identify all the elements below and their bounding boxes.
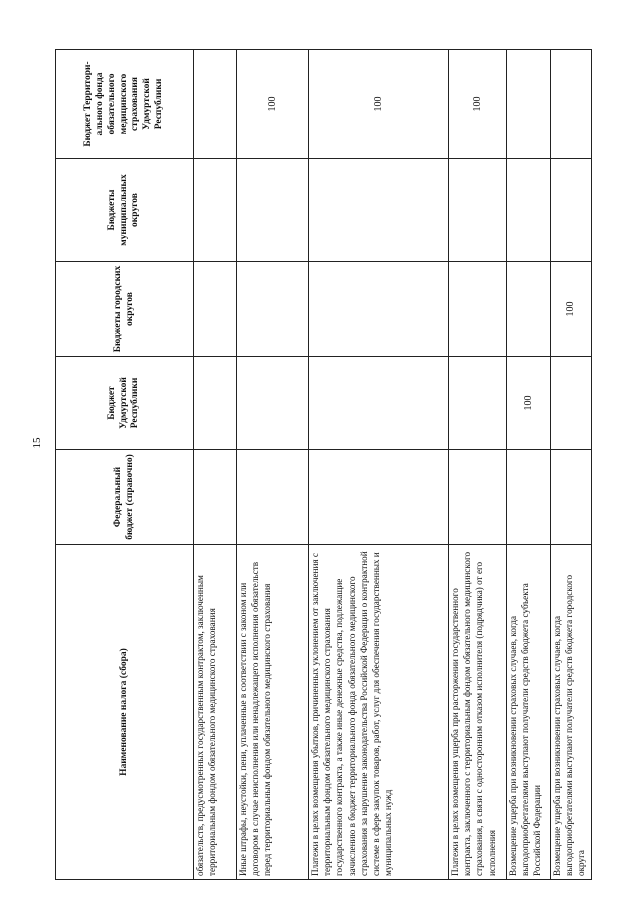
row-tax-name: Возмещение ущерба при возникновении страховых случаев, когда выгодоприобретателями выступают получатели средств бюджета субъекта Российской Федерации [507,545,551,880]
cell-tfoms: 100 [449,50,507,159]
cell-municipal [551,159,592,262]
cell-municipal [309,159,449,262]
cell-udmurt [551,357,592,450]
cell-tfoms [551,50,592,159]
page-number: 15 [31,437,43,449]
header-udmurt-budget: Бюджет Удмуртской Республики [56,357,194,450]
row-tax-name: Платежи в целях возмещения убытков, причиненных уклонением от заключения с территориальным фондом обязательного медицинского страхования государственного контракта, а также иные денежные средства, подлежащие зачислению в бюджет территориального фонда обязательного медицинского страхования за нарушение законодательства Российской Федерации о контрактной системе в сфере закупок товаров, работ, услуг для обеспечения государственных и муниципальных нужд [309,545,449,880]
row-tax-name: Иные штрафы, неустойки, пени, уплаченные в соответствии с законом или договором в случае неисполнения или ненадлежащего исполнения обязательств перед территориальным фондом обязательного медицинского страхования [237,545,309,880]
tax-distribution-table [55,49,592,880]
rotated-table-container [55,50,591,880]
table-header-row [56,50,194,880]
cell-tfoms: 100 [309,50,449,159]
cell-udmurt [194,357,237,450]
cell-municipal [237,159,309,262]
table-row [551,50,592,880]
cell-federal [551,450,592,545]
cell-federal [449,450,507,545]
header-city-budgets: Бюджеты городских округов [56,262,194,357]
cell-city [194,262,237,357]
header-tax-name: Наименование налога (сбора) [56,545,194,880]
table-row [309,50,449,880]
cell-municipal [507,159,551,262]
cell-udmurt [449,357,507,450]
table-row [237,50,309,880]
cell-federal [507,450,551,545]
cell-federal [309,450,449,545]
header-tfoms-budget: Бюджет Территори-ального фонда обязательного медицинского страхования Удмуртской Республики [56,50,194,159]
cell-udmurt [237,357,309,450]
cell-udmurt: 100 [507,357,551,450]
cell-tfoms [194,50,237,159]
header-federal-budget: Федеральный бюджет (справочно) [56,450,194,545]
cell-tfoms [507,50,551,159]
row-tax-name: обязательств, предусмотренных государственным контрактом, заключенным территориальным фондом обязательного медицинского страхования [194,545,237,880]
table-row [507,50,551,880]
cell-city [309,262,449,357]
table-row [449,50,507,880]
row-tax-name: Возмещение ущерба при возникновении страховых случаев, когда выгодоприобретателями выступают получатели средств бюджета городского округа [551,545,592,880]
cell-city: 100 [551,262,592,357]
cell-federal [194,450,237,545]
cell-municipal [194,159,237,262]
header-municipal-budgets: Бюджеты муниципальных округов [56,159,194,262]
cell-city [507,262,551,357]
cell-udmurt [309,357,449,450]
cell-federal [237,450,309,545]
cell-tfoms: 100 [237,50,309,159]
cell-city [449,262,507,357]
row-tax-name: Платежи в целях возмещения ущерба при расторжении государственного контракта, заключенного с территориальным фондом обязательного медицинского страхования, в связи с односторонним отказом исполнителя (подрядчика) от его исполнения [449,545,507,880]
cell-city [237,262,309,357]
table-row [194,50,237,880]
cell-municipal [449,159,507,262]
